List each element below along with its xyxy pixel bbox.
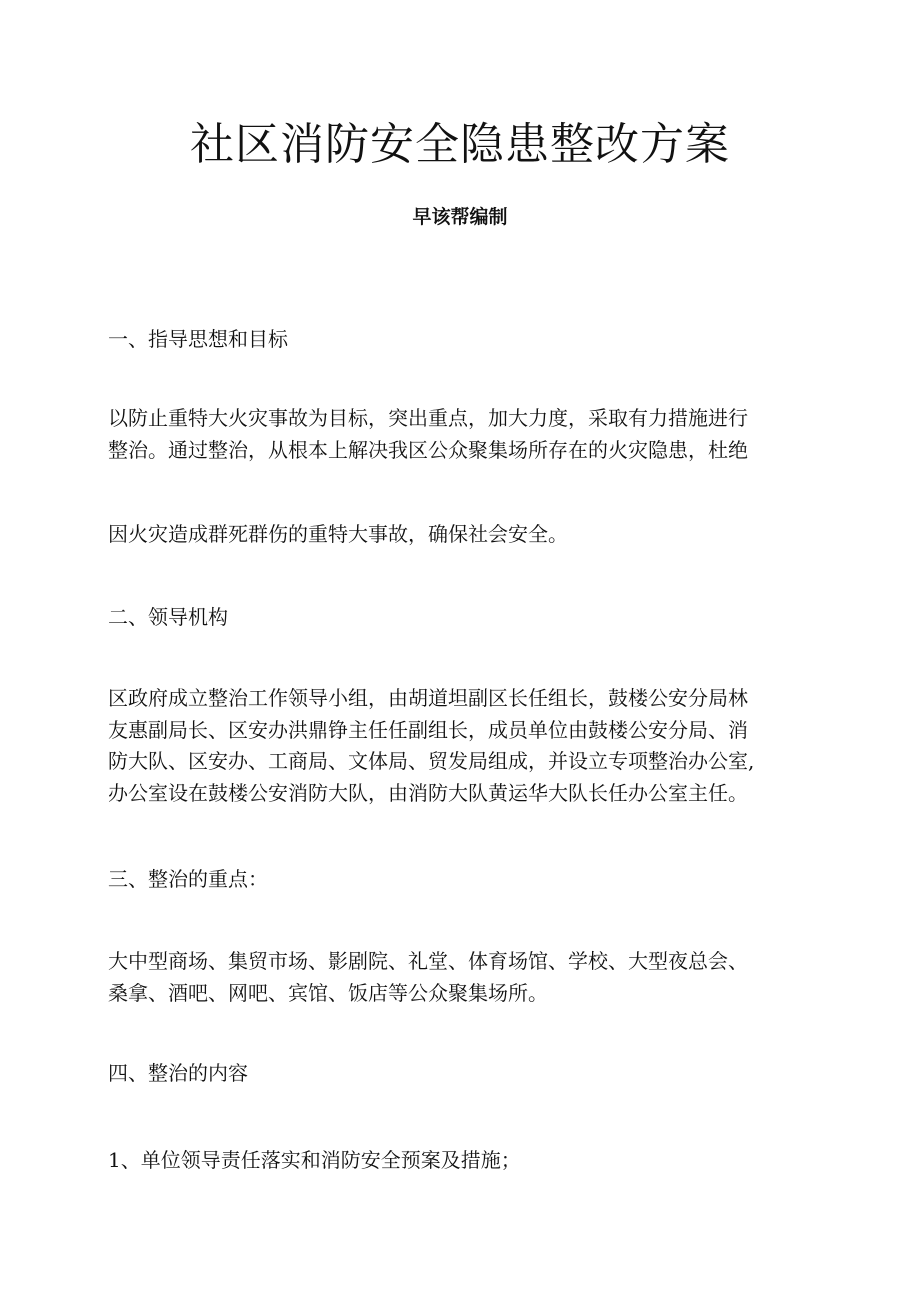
paragraph-line: 整治。通过整治，从根本上解决我区公众聚集场所存在的火灾隐患，杜绝 [108, 437, 748, 462]
paragraph-line: 区政府成立整治工作领导小组，由胡道坦副区长任组长，鼓楼公安分局林 [108, 686, 748, 710]
document-author: 早该帮编制 [412, 206, 508, 228]
section-heading-guiding-principles: 一、指导思想和目标 [108, 327, 288, 351]
section-heading-content: 四、整治的内容 [108, 1061, 248, 1085]
paragraph-goals-continued: 因火灾造成群死群伤的重特大事故，确保社会安全。 [108, 522, 568, 546]
paragraph-line: 防大队、区安办、工商局、文体局、贸发局组成，并设立专项整治办公室, [108, 749, 755, 773]
paragraph-line: 以防止重特大火灾事故为目标，突出重点，加大力度，采取有力措施进行 [108, 406, 748, 430]
document-title: 社区消防安全隐患整改方案 [190, 119, 730, 170]
paragraph-line: 桑拿、酒吧、网吧、宾馆、饭店等公众聚集场所。 [108, 980, 548, 1005]
paragraph-line: 友惠副局长、区安办洪鼎铮主任任副组长，成员单位由鼓楼公安分局、消 [108, 717, 748, 742]
paragraph-goals [108, 403, 808, 466]
list-item: 1、单位领导责任落实和消防安全预案及措施； [108, 1148, 521, 1172]
paragraph-line: 大中型商场、集贸市场、影剧院、礼堂、体育场馆、学校、大型夜总会、 [108, 949, 748, 973]
paragraph-focus [108, 946, 808, 1009]
paragraph-leadership [108, 683, 808, 809]
section-heading-leadership: 二、领导机构 [108, 605, 228, 629]
paragraph-line: 办公室设在鼓楼公安消防大队，由消防大队黄运华大队长任办公室主任。 [108, 780, 748, 805]
section-heading-focus: 三、整治的重点： [108, 867, 268, 891]
